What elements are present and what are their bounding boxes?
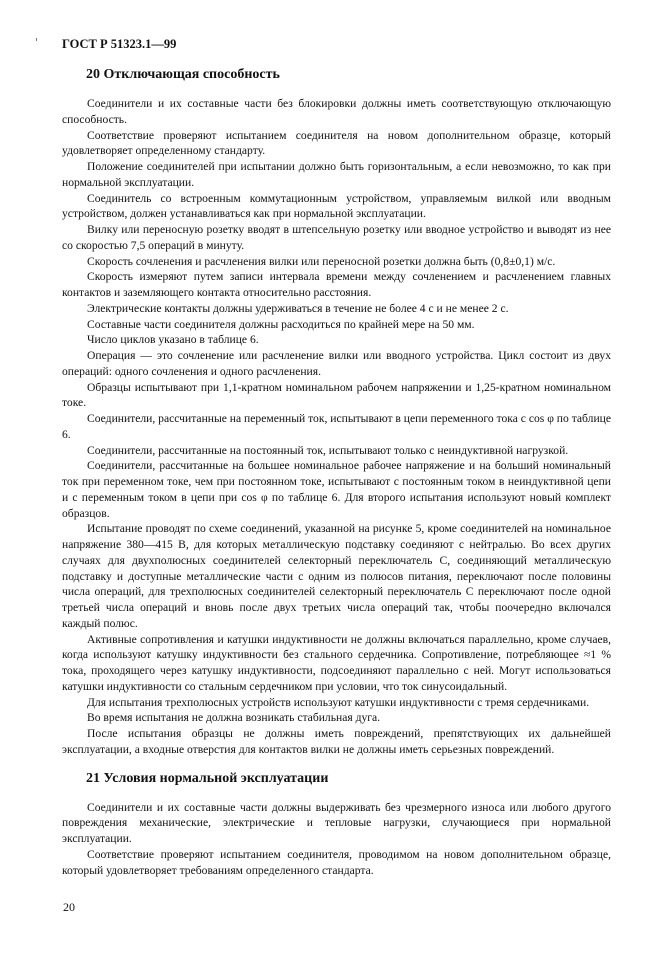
paragraph: Соединитель со встроенным коммутационным устройством, управляемым вилкой или вводным устройством, должен устанавливаться как при нормальной эксплуатации. <box>62 191 611 221</box>
paragraph: Активные сопротивления и катушки индуктивности не должны включаться параллельно, кроме случаев, когда используют катушку индуктивности без стального сердечника. Сопротивление, потребляющее ≈1 % тока, проходящего через катушку индуктивности, подсоединяют параллельно с ней. Могут использоваться катушки индуктивности со стальным сердечником при условии, что ток синусоидальный. <box>62 632 611 693</box>
section-21-body <box>62 800 611 879</box>
paragraph: Соответствие проверяют испытанием соединителя на новом дополнительном образце, который удовлетворяет определенному стандарту. <box>62 128 611 158</box>
paragraph: Соответствие проверяют испытанием соединителя, проводимом на новом дополнительном образце, который удовлетворяет требованиям определенного стандарта. <box>62 847 611 877</box>
paragraph: Испытание проводят по схеме соединений, указанной на рисунке 5, кроме соединителей на номинальное напряжение 380—415 В, для которых металлическую подставку соединяют с нейтралью. Во всех других случаях для двухполюсных соединителей селекторный переключатель C, соединяющий металлическую подставку и доступные металлические части с одним из полюсов питания, переключают после половины числа операций, для трехполюсных соединителей селекторный переключатель C переключают после одной третьей числа операций и вновь после двух третьих числа операций так, чтобы поочередно включался каждый полюс. <box>62 522 611 630</box>
paragraph: Скорость измеряют путем записи интервала времени между сочленением и расчленением главных контактов и заземляющего контакта относительно расстояния. <box>62 270 611 299</box>
section-heading-20: 20 Отключающая способность <box>86 67 280 82</box>
paragraph: Скорость сочленения и расчленения вилки или переносной розетки должна быть (0,8±0,1) м/с. <box>87 254 556 268</box>
paragraph: Составные части соединителя должны расходиться по крайней мере на 50 мм. <box>87 317 475 331</box>
paragraph: Операция — это сочленение или расчленение вилки или вводного устройства. Цикл состоит из двух операций: одного сочленения и одного расчленения. <box>62 349 611 378</box>
paragraph: Соединители и их составные части без блокировки должны иметь соответствующую отключающую способность. <box>62 97 611 126</box>
page-number: 20 <box>63 900 75 915</box>
paragraph: Соединители и их составные части должны выдерживать без чрезмерного износа или любого другого повреждения механические, электрические и тепловые нагрузки, случающиеся при нормальной эксплуатации. <box>62 800 611 845</box>
scan-mark <box>36 38 37 41</box>
paragraph: Число циклов указано в таблице 6. <box>87 333 259 347</box>
section-heading-21: 21 Условия нормальной эксплуатации <box>86 770 329 786</box>
paragraph: Соединители, рассчитанные на переменный ток, испытывают в цепи переменного тока с cos φ по таблице 6. <box>62 412 611 441</box>
paragraph: После испытания образцы не должны иметь повреждений, препятствующих их дальнейшей эксплуатации, а входные отверстия для контактов вилки не должны иметь серьезных повреждений. <box>62 727 611 756</box>
paragraph: Электрические контакты должны удерживаться в течение не более 4 с и не менее 2 с. <box>87 301 509 315</box>
paragraph: Соединители, рассчитанные на постоянный ток, испытывают только с неиндуктивной нагрузкой. <box>87 443 569 457</box>
paragraph: Образцы испытывают при 1,1-кратном номинальном рабочем напряжении и 1,25-кратном номинальном токе. <box>62 380 611 410</box>
paragraph: Вилку или переносную розетку вводят в штепсельную розетку или вводное устройство и выводят из нее со скоростью 7,5 операций в минуту. <box>62 223 611 252</box>
paragraph: Соединители, рассчитанные на большее номинальное рабочее напряжение и на больший номинальный ток при переменном токе, чем при постоянном токе, испытывают с постоянным током в неиндуктивной цепи и с переменным током в цепи при cos φ по таблице 6. Для второго испытания используют новый комплект образцов. <box>62 459 611 520</box>
paragraph: Во время испытания не должна возникать стабильная дуга. <box>87 711 381 725</box>
section-20-body <box>62 96 611 758</box>
paragraph: Для испытания трехполюсных устройств используют катушки индуктивности с тремя сердечниками. <box>87 695 590 709</box>
paragraph: Положение соединителей при испытании должно быть горизонтальным, а если невозможно, то как при нормальной эксплуатации. <box>62 160 611 189</box>
document-page <box>62 0 611 955</box>
document-id: ГОСТ Р 51323.1—99 <box>62 37 177 51</box>
